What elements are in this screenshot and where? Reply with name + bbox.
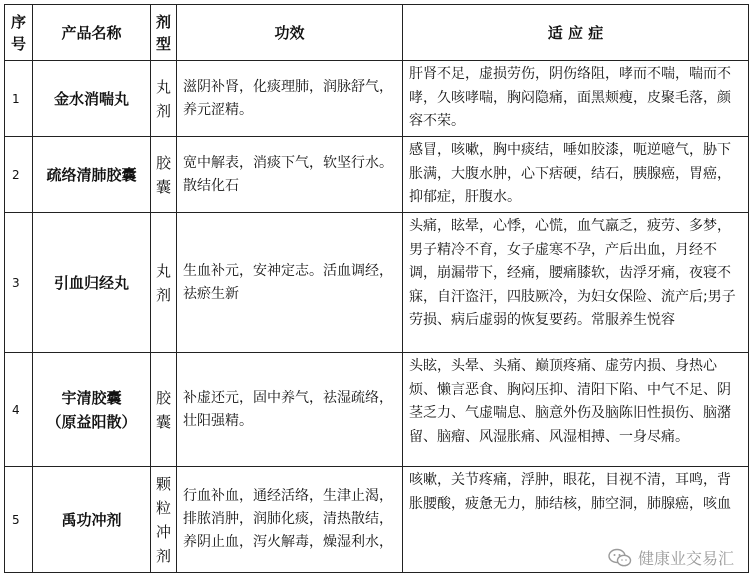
product-name: 禹功冲剂 — [33, 467, 151, 573]
indication-cell: 咳嗽，关节疼痛，浮肿，眼花，目视不清，耳鸣，背胀腰酸，疲惫无力，肺结核，肺空洞，肺腺癌，咳血 — [403, 467, 749, 573]
dosage-form: 颗 粒 冲 剂 — [151, 467, 177, 573]
table-row — [5, 137, 749, 213]
header-form: 剂 型 — [151, 5, 177, 61]
indication-cell: 肝肾不足，虚损劳伤，阴伤络阻，哮而不喘，喘而不哮，久咳哮喘，胸闷隐痛，面黑颊瘦，皮聚毛落，颜容不荣。 — [403, 61, 749, 137]
dosage-form: 丸 剂 — [151, 213, 177, 353]
dosage-form: 胶 囊 — [151, 137, 177, 213]
header-indication: 适 应 症 — [403, 5, 749, 61]
table-header-row — [5, 5, 749, 61]
indication-cell: 头眩，头晕、头痛、巅顶疼痛、虚劳内损、身热心烦、懒言恶食、胸闷压抑、清阳下陷、中气不足、阴茎乏力、气虚喘息、脑意外伤及脑陈旧性损伤、脑潴留、脑瘤、风湿胀痛、风湿相搏、一身尽痛。 — [403, 353, 749, 467]
header-index: 序 号 — [5, 5, 33, 61]
header-effect: 功效 — [177, 5, 403, 61]
header-name: 产品名称 — [33, 5, 151, 61]
dosage-form: 胶 囊 — [151, 353, 177, 467]
table-row — [5, 353, 749, 467]
row-index: 3 — [5, 213, 33, 353]
table-row — [5, 213, 749, 353]
effect-cell: 行血补血，通经活络，生津止渴，排脓消肿，润肺化痰，清热散结，养阴止血，泻火解毒，燥湿利水， — [177, 467, 403, 573]
row-index: 2 — [5, 137, 33, 213]
watermark-text: 健康业交易汇 — [637, 549, 734, 568]
product-name: 金水消喘丸 — [33, 61, 151, 137]
effect-cell: 滋阴补肾，化痰理肺，润脉舒气，养元涩精。 — [177, 61, 403, 137]
effect-cell: 宽中解表，消痰下气，软坚行水。散结化石 — [177, 137, 403, 213]
product-table — [4, 4, 749, 573]
row-index: 4 — [5, 353, 33, 467]
watermark — [608, 546, 734, 569]
effect-cell: 生血补元，安神定志。活血调经，祛瘀生新 — [177, 213, 403, 353]
wechat-icon — [608, 548, 632, 568]
product-name: 宇清胶囊 （原益阳散） — [33, 353, 151, 467]
dosage-form: 丸 剂 — [151, 61, 177, 137]
product-name: 引血归经丸 — [33, 213, 151, 353]
table-row — [5, 61, 749, 137]
product-name: 疏络清肺胶囊 — [33, 137, 151, 213]
effect-cell: 补虚还元，固中养气，祛湿疏络，壮阳强精。 — [177, 353, 403, 467]
row-index: 1 — [5, 61, 33, 137]
indication-cell: 感冒，咳嗽，胸中痰结，唾如胶漆，呃逆噫气，胁下胀满，大腹水肿，心下痞硬，结石，胰腺癌，胃癌，抑郁症，肝腹水。 — [403, 137, 749, 213]
row-index: 5 — [5, 467, 33, 573]
indication-cell: 头痛，眩晕，心悸，心慌，血气羸乏，疲劳、多梦，男子精冷不育，女子虚寒不孕，产后出血，月经不调，崩漏带下，经痛，腰痛膝软，齿浮牙痛，夜寝不寐，自汗盗汗，四肢厥冷，为妇女保险、流产后;男子劳损、病后虚弱的恢复要药。常服养生悦容 — [403, 213, 749, 353]
